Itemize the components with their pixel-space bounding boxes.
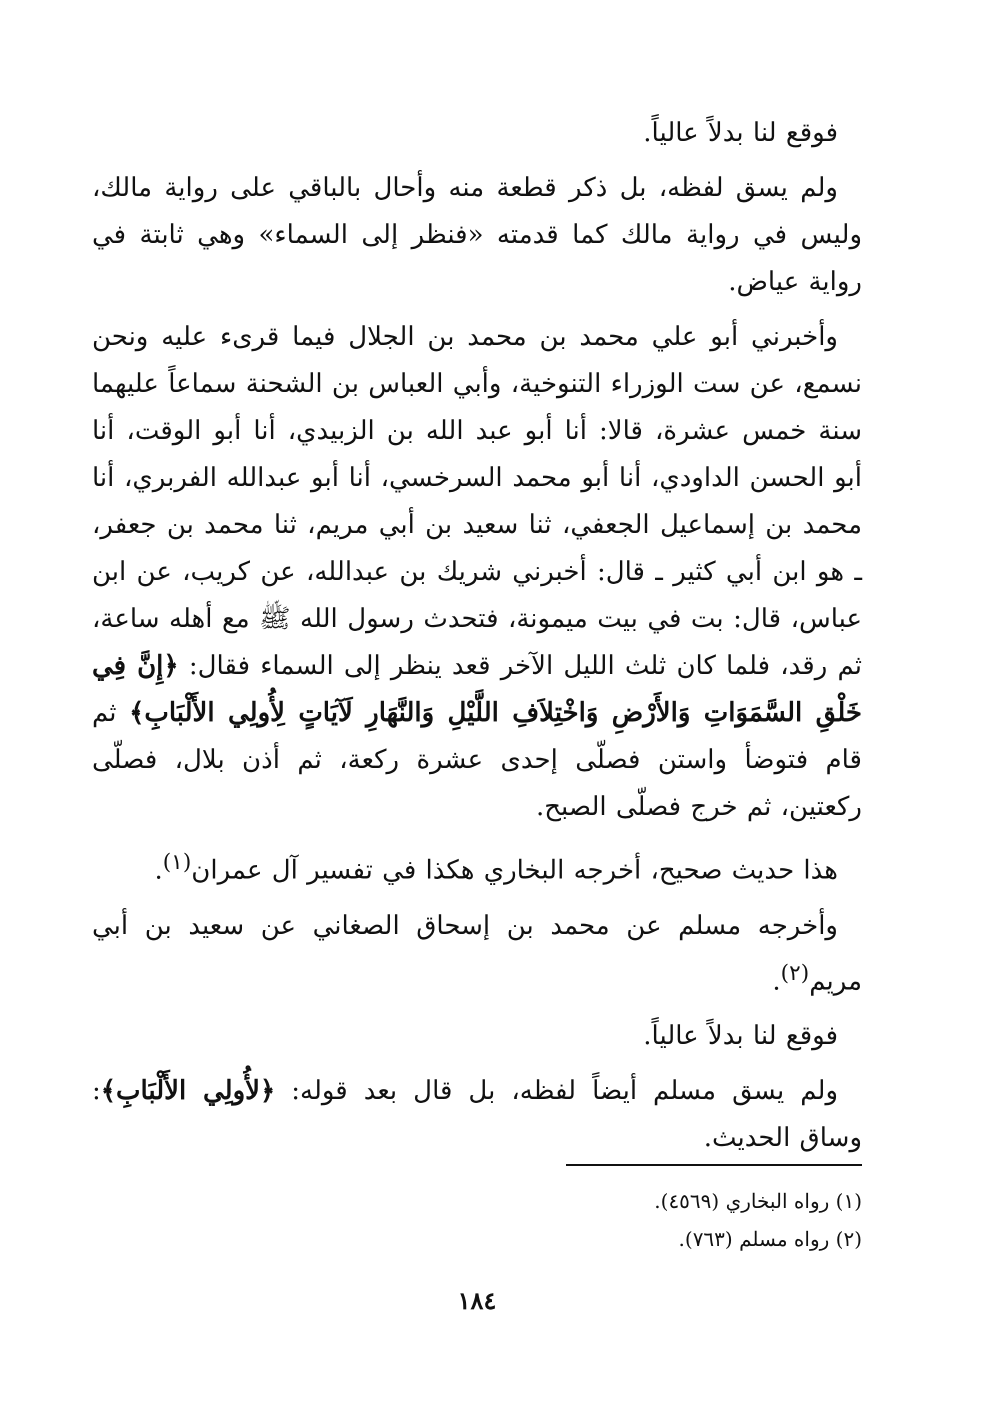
paragraph-3-text: وأخبرني أبو علي محمد بن محمد بن الجلال فيما قرىء عليه ونحن نسمع، عن ست الوزراء التنوخية، وأبي العباس بن الشحنة سماعاً عليهما سنة خمس عشرة، قالا: أنا أبو عبد الله بن الزبيدي، أنا أبو الوقت، أنا أبو الحسن الداودي، أنا أبو محمد السرخسي، أنا أبو عبدالله الفربري، أنا محمد بن إسماعيل الجعفي، ثنا سعيد بن أبي مريم، ثنا محمد بن جعفر، ـ هو ابن أبي كثير ـ قال: أخبرني شريك بن عبدالله، عن كريب، عن ابن عباس، قال: بت في بيت ميمونة، فتحدث رسول الله ﷺ مع أهله ساعة، ثم رقد، فلما كان ثلث الليل الآخر قعد ينظر إلى السماء فقال: <box>92 322 863 681</box>
paragraph-5 <box>92 903 862 1006</box>
paragraph-2 <box>92 165 862 306</box>
footnote-ref-2: (٢) <box>780 960 810 986</box>
paragraph-3-continuation: ثم قام فتوضأ واستن فصلّى إحدى عشرة ركعة، ثم أذن بلال، فصلّى ركعتين، ثم خرج فصلّى الصبح. <box>92 698 862 822</box>
footnotes <box>92 1182 862 1258</box>
paragraph-5-text: وأخرجه مسلم عن محمد بن إسحاق الصغاني عن سعيد بن أبي مريم <box>92 910 862 997</box>
paragraph-8-text: وساق الحديث. <box>703 1123 862 1154</box>
paragraph-4-end: . <box>154 855 163 886</box>
footnote-2: (٢) رواه مسلم (٧٦٣). <box>678 1227 862 1251</box>
document-page <box>92 110 863 1315</box>
paragraph-1-text: فوقع لنا بدلاً عالياً. <box>643 118 838 148</box>
paragraph-7-colon: : <box>92 1076 101 1107</box>
quran-phrase: ﴿لأُولِي الأَلْبَابِ﴾ <box>100 1076 276 1107</box>
footnote-ref-1: (١) <box>162 850 192 875</box>
paragraph-7 <box>92 1068 862 1162</box>
paragraph-6 <box>92 1013 862 1060</box>
quran-verse: ﴿إِنَّ فِي خَلْقِ السَّمَوَاتِ وَالأَرْضِ وَاخْتِلاَفِ اللَّيْلِ وَالنَّهَارِ لَآيَاتٍ لِأُولِي الأَلْبَابِ﴾ <box>92 651 862 728</box>
paragraph-2-text: ولم يسق لفظه، بل ذكر قطعة منه وأحال بالباقي على رواية مالك، وليس في رواية مالك كما قدمته «فنظر إلى السماء» وهي ثابتة في رواية عياض. <box>92 173 862 297</box>
paragraph-4-text: هذا حديث صحيح، أخرجه البخاري هكذا في تفسير آل عمران <box>191 855 838 886</box>
paragraph-1 <box>92 110 862 157</box>
page-number: ١٨٤ <box>457 1286 497 1315</box>
paragraph-3 <box>92 314 862 831</box>
paragraph-5-end: . <box>772 966 781 997</box>
footnote-separator <box>566 1164 862 1166</box>
paragraph-6-text: فوقع لنا بدلاً عالياً. <box>643 1021 838 1052</box>
footnote-1: (١) رواه البخاري (٤٥٦٩). <box>654 1189 862 1213</box>
paragraph-4 <box>92 839 862 895</box>
paragraph-7-text: ولم يسق مسلم أيضاً لفظه، بل قال بعد قوله: <box>291 1076 838 1107</box>
